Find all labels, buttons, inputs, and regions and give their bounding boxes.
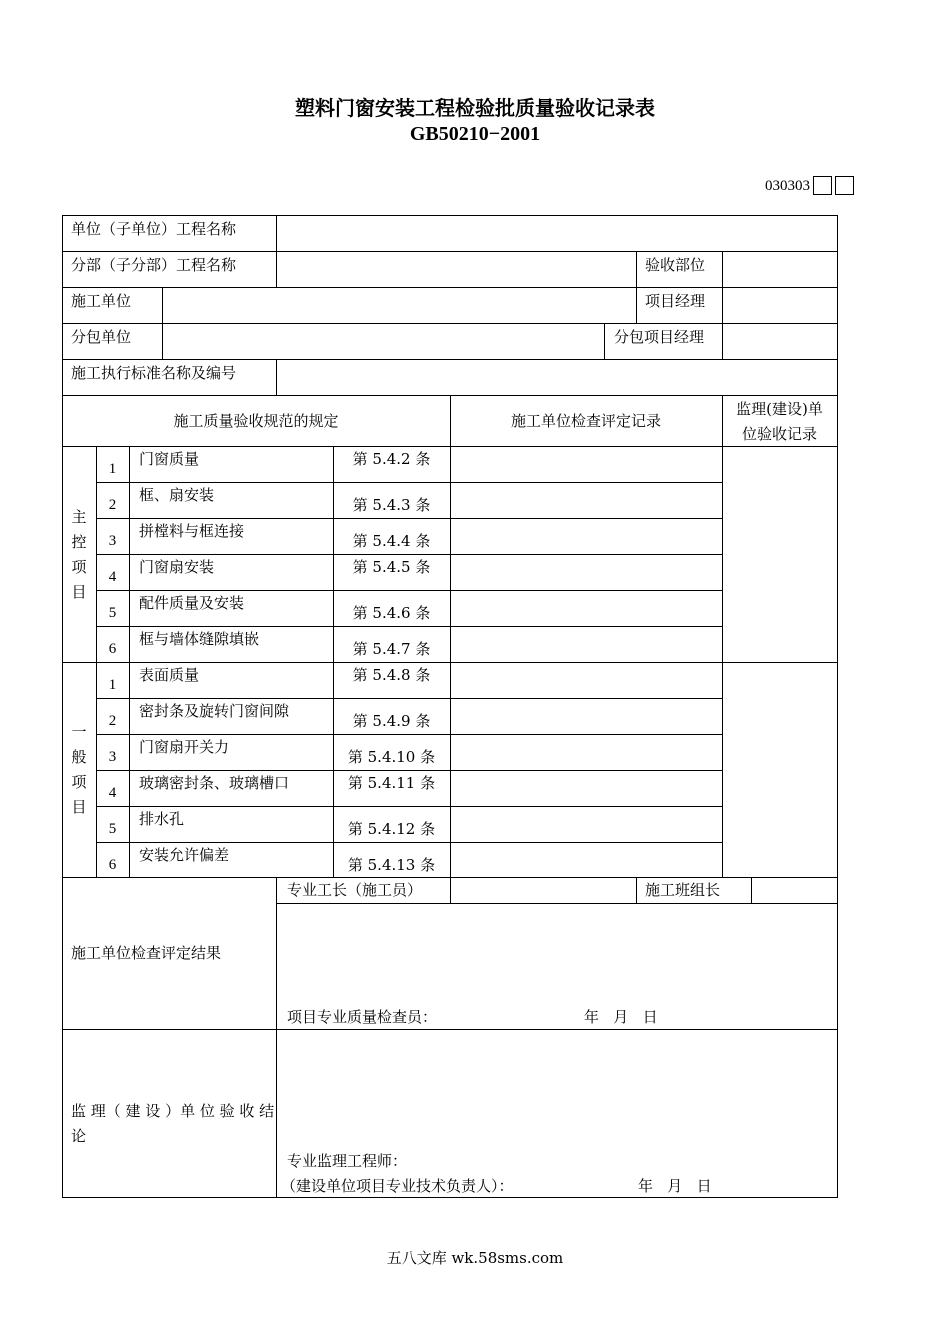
table-vline xyxy=(722,287,723,324)
table-vline xyxy=(722,446,723,878)
spec-column-header: 施工质量验收规范的规定 xyxy=(173,412,339,430)
form-code-number: 030303 xyxy=(765,177,810,194)
standard-label: 施工执行标准名称及编号 xyxy=(71,364,237,382)
general-item-clause: 第 5.4.11 条 xyxy=(347,774,436,792)
general-item-name: 排水孔 xyxy=(139,810,185,828)
table-hline xyxy=(62,1197,838,1198)
table-vline xyxy=(636,251,637,288)
general-item-clause: 第 5.4.8 条 xyxy=(352,666,431,684)
main-item-name: 门窗扇安装 xyxy=(139,558,215,576)
form-title: 塑料门窗安装工程检验批质量验收记录表 xyxy=(295,96,655,120)
main-item-number: 5 xyxy=(108,605,117,621)
general-group-label-char: 目 xyxy=(71,798,87,816)
table-vline xyxy=(276,215,277,252)
table-hline xyxy=(96,770,723,771)
subcontract-unit-label: 分包单位 xyxy=(71,328,132,346)
table-hline xyxy=(96,518,723,519)
general-item-name: 安装允许偏差 xyxy=(139,846,230,864)
table-vline xyxy=(751,877,752,904)
general-item-clause: 第 5.4.9 条 xyxy=(352,712,431,730)
table-hline xyxy=(96,734,723,735)
table-vline xyxy=(450,877,451,904)
standard-number: GB50210−2001 xyxy=(409,123,541,145)
general-item-name: 密封条及旋转门窗间隙 xyxy=(139,702,290,720)
division-project-label: 分部（子分部）工程名称 xyxy=(71,256,237,274)
table-hline xyxy=(96,806,723,807)
table-hline xyxy=(96,698,723,699)
main-item-name: 框、扇安装 xyxy=(139,486,215,504)
main-item-name: 门窗质量 xyxy=(139,450,200,468)
footer-watermark: 五八文库 wk.58sms.com xyxy=(386,1249,564,1267)
main-group-label-char: 控 xyxy=(71,533,87,551)
quality-inspector-label: 项目专业质量检查员： xyxy=(287,1008,438,1026)
table-vline xyxy=(129,446,130,878)
supervision-column-header-line2: 位验收记录 xyxy=(741,425,817,443)
general-item-name: 玻璃密封条、玻璃槽口 xyxy=(139,774,290,792)
table-vline xyxy=(837,215,838,1198)
main-item-clause: 第 5.4.2 条 xyxy=(352,450,431,468)
general-group-label-char: 般 xyxy=(71,748,87,766)
main-item-name: 拼樘料与框连接 xyxy=(139,522,245,540)
main-group-label-char: 项 xyxy=(71,558,87,576)
main-item-clause: 第 5.4.5 条 xyxy=(352,558,431,576)
supervision-conclusion-label-line1: 监 理（ 建 设 ）单 位 验 收 结 xyxy=(71,1102,275,1120)
table-vline xyxy=(450,446,451,878)
table-vline xyxy=(636,877,637,904)
table-vline xyxy=(636,287,637,324)
main-item-clause: 第 5.4.7 条 xyxy=(352,640,431,658)
table-hline xyxy=(96,842,723,843)
general-item-name: 表面质量 xyxy=(139,666,200,684)
code-box-2[interactable] xyxy=(835,176,854,195)
project-manager-label: 项目经理 xyxy=(645,292,706,310)
check-record-column-header: 施工单位检查评定记录 xyxy=(510,412,661,430)
table-hline xyxy=(96,554,723,555)
table-vline xyxy=(162,323,163,360)
main-group-label-char: 目 xyxy=(71,583,87,601)
general-item-number: 6 xyxy=(108,857,117,873)
check-result-label: 施工单位检查评定结果 xyxy=(71,944,222,962)
main-item-number: 3 xyxy=(108,533,117,549)
main-item-number: 4 xyxy=(108,569,117,585)
general-item-clause: 第 5.4.10 条 xyxy=(347,748,436,766)
supervising-engineer-label: 专业监理工程师： xyxy=(287,1152,408,1170)
code-box-1[interactable] xyxy=(813,176,832,195)
general-item-clause: 第 5.4.13 条 xyxy=(347,856,436,874)
main-item-number: 6 xyxy=(108,641,117,657)
general-item-clause: 第 5.4.12 条 xyxy=(347,820,436,838)
main-item-clause: 第 5.4.4 条 xyxy=(352,532,431,550)
result-date: 年 月 日 xyxy=(584,1008,658,1026)
subcontract-manager-label: 分包项目经理 xyxy=(614,328,705,346)
main-item-name: 配件质量及安装 xyxy=(139,594,245,612)
general-item-number: 5 xyxy=(108,821,117,837)
conclusion-date: 年 月 日 xyxy=(638,1177,712,1195)
general-item-number: 2 xyxy=(108,713,117,729)
general-item-number: 4 xyxy=(108,785,117,801)
table-vline xyxy=(722,251,723,288)
owner-technical-lead-label: （建设单位项目专业技术负责人）： xyxy=(281,1177,514,1195)
table-hline xyxy=(96,482,723,483)
table-vline xyxy=(722,323,723,360)
table-hline xyxy=(96,626,723,627)
main-item-clause: 第 5.4.3 条 xyxy=(352,496,431,514)
general-group-label-char: 项 xyxy=(71,773,87,791)
table-hline xyxy=(276,903,838,904)
table-hline xyxy=(62,215,838,216)
main-item-number: 2 xyxy=(108,497,117,513)
acceptance-part-label: 验收部位 xyxy=(645,256,706,274)
team-leader-label: 施工班组长 xyxy=(645,881,721,899)
table-vline xyxy=(276,359,277,396)
table-vline xyxy=(162,287,163,324)
supervision-conclusion-label-line2: 论 xyxy=(71,1127,87,1145)
table-hline xyxy=(62,1029,838,1030)
main-group-label-char: 主 xyxy=(71,508,87,526)
table-vline xyxy=(276,877,277,1198)
general-item-number: 3 xyxy=(108,749,117,765)
supervision-column-header-line1: 监理(建设)单 xyxy=(736,400,823,418)
main-item-name: 框与墙体缝隙填嵌 xyxy=(139,630,260,648)
main-item-clause: 第 5.4.6 条 xyxy=(352,604,431,622)
unit-project-label: 单位（子单位）工程名称 xyxy=(71,220,237,238)
construction-unit-label: 施工单位 xyxy=(71,292,132,310)
form-code xyxy=(765,176,854,195)
general-item-number: 1 xyxy=(108,677,117,693)
table-hline xyxy=(96,590,723,591)
main-item-number: 1 xyxy=(108,461,117,477)
general-group-label-char: 一 xyxy=(71,723,87,741)
general-item-name: 门窗扇开关力 xyxy=(139,738,230,756)
table-vline xyxy=(276,251,277,288)
foreman-label: 专业工长（施工员） xyxy=(287,881,423,899)
table-vline xyxy=(62,215,63,1198)
table-vline xyxy=(604,323,605,360)
